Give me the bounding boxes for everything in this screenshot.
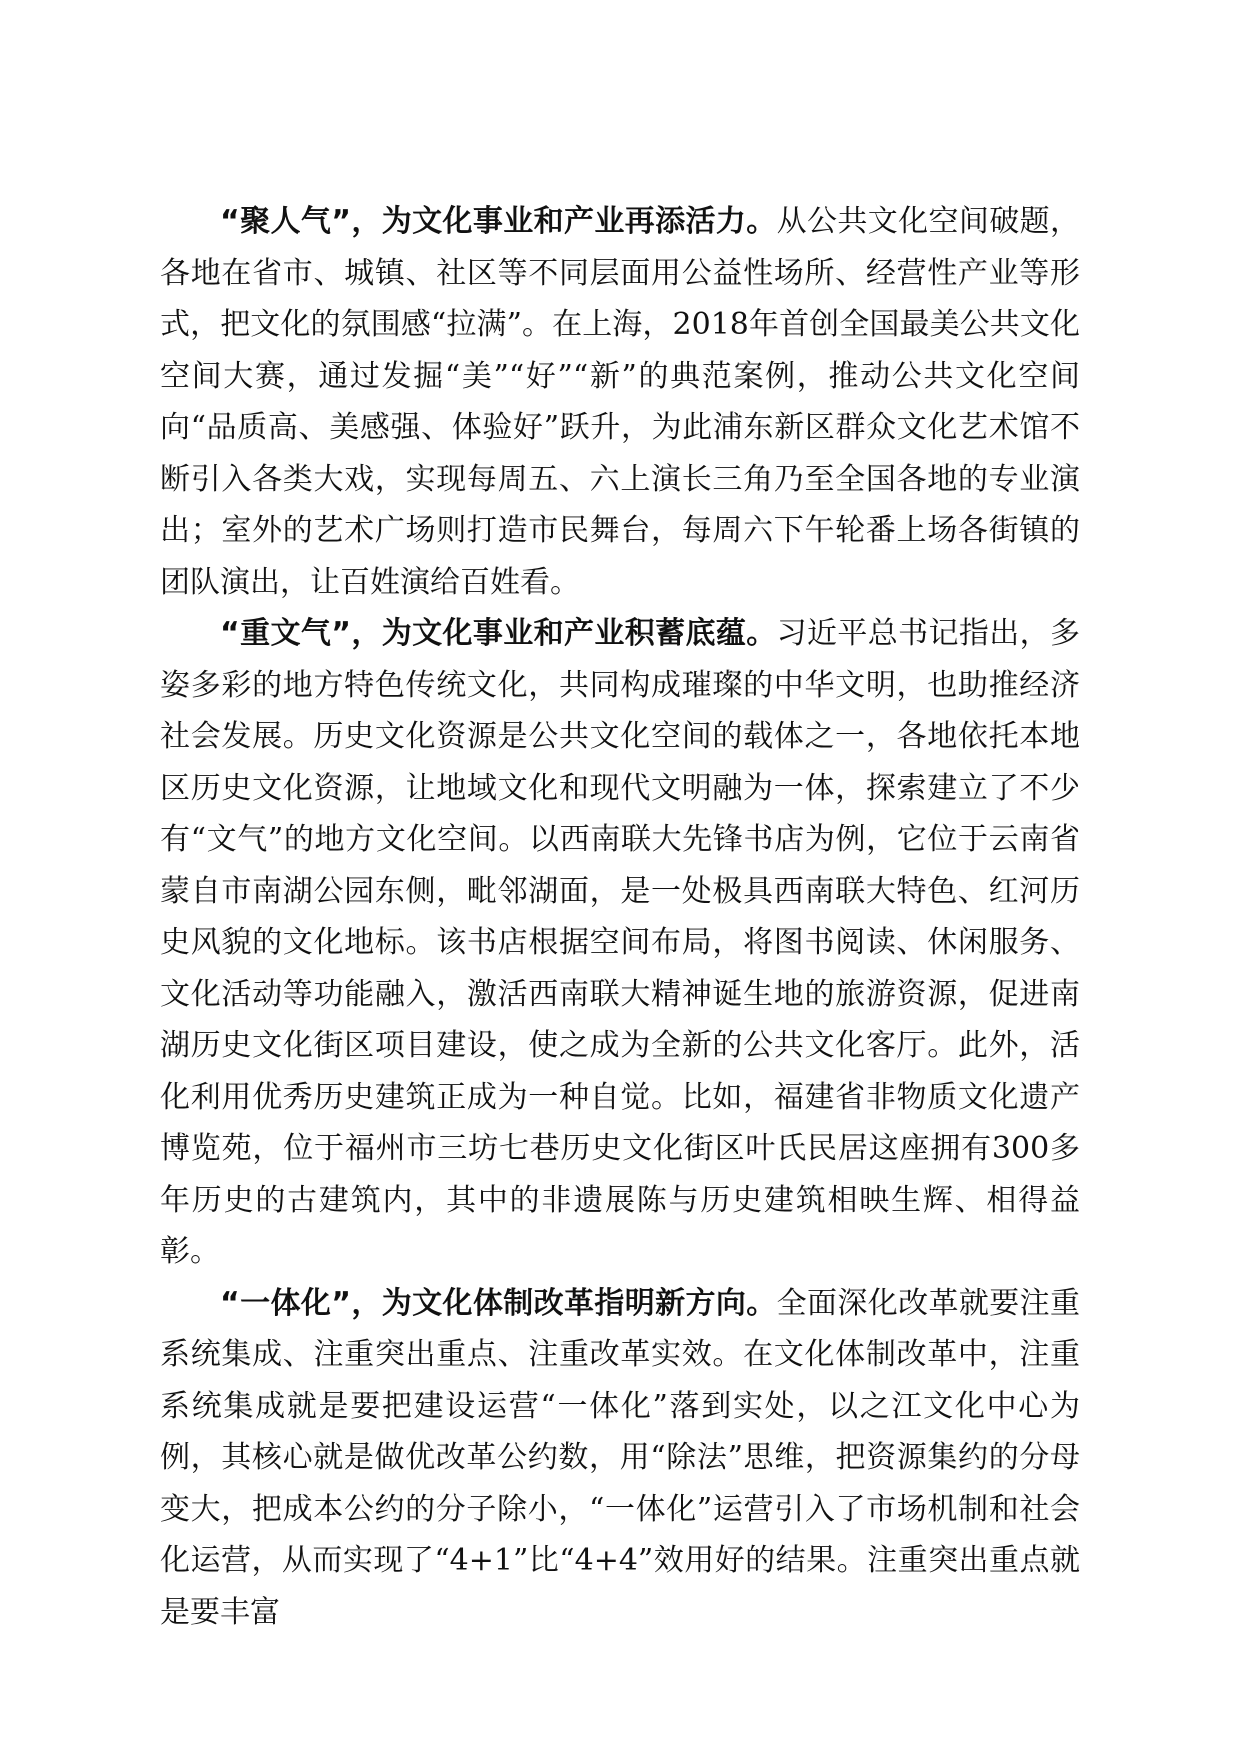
paragraph-integration xyxy=(160,1278,1080,1639)
paragraph-text: 习近平总书记指出，多姿多彩的地方特色传统文化，共同构成璀璨的中华文明，也助推经济社会发展。历史文化资源是公共文化空间的载体之一，各地依托本地区历史文化资源，让地域文化和现代文明融为一体，探索建立了不少有“文气”的地方文化空间。以西南联大先锋书店为例，它位于云南省蒙自市南湖公园东侧，毗邻湖面，是一处极具西南联大特色、红河历史风貌的文化地标。该书店根据空间布局，将图书阅读、休闲服务、文化活动等功能融入，激活西南联大精神诞生地的旅游资源，促进南湖历史文化街区项目建设，使之成为全新的公共文化客厅。此外，活化利用优秀历史建筑正成为一种自觉。比如，福建省非物质文化遗产博览苑，位于福州市三坊七巷历史文化街区叶氏民居这座拥有300多年历史的古建筑内，其中的非遗展陈与历史建筑相映生辉、相得益彰。 xyxy=(160,616,1081,1269)
article-body xyxy=(160,196,1080,1638)
paragraph-heading: “重文气”，为文化事业和产业积蓄底蕴。 xyxy=(220,616,777,651)
paragraph-cultural-heritage xyxy=(160,608,1080,1278)
paragraph-text: 全面深化改革就要注重系统集成、注重突出重点、注重改革实效。在文化体制改革中，注重系统集成就是要把建设运营“一体化”落到实处，以之江文化中心为例，其核心就是做优改革公约数，用“除法”思维，把资源集约的分母变大，把成本公约的分子除小，“一体化”运营引入了市场机制和社会化运营，从而实现了“4+1”比“4+4”效用好的结果。注重突出重点就是要丰富 xyxy=(160,1285,1081,1630)
paragraph-text: 从公共文化空间破题，各地在省市、城镇、社区等不同层面用公益性场所、经营性产业等形式，把文化的氛围感“拉满”。在上海，2018年首创全国最美公共文化空间大赛，通过发掘“美”“好”“新”的典范案例，推动公共文化空间向“品质高、美感强、体验好”跃升，为此浦东新区群众文化艺术馆不断引入各类大戏，实现每周五、六上演长三角乃至全国各地的专业演出；室外的艺术广场则打造市民舞台，每周六下午轮番上场各街镇的团队演出，让百姓演给百姓看。 xyxy=(160,204,1081,600)
paragraph-heading: “一体化”，为文化体制改革指明新方向。 xyxy=(220,1285,777,1321)
paragraph-gathering-popularity xyxy=(160,196,1080,608)
paragraph-heading: “聚人气”，为文化事业和产业再添活力。 xyxy=(220,204,777,239)
